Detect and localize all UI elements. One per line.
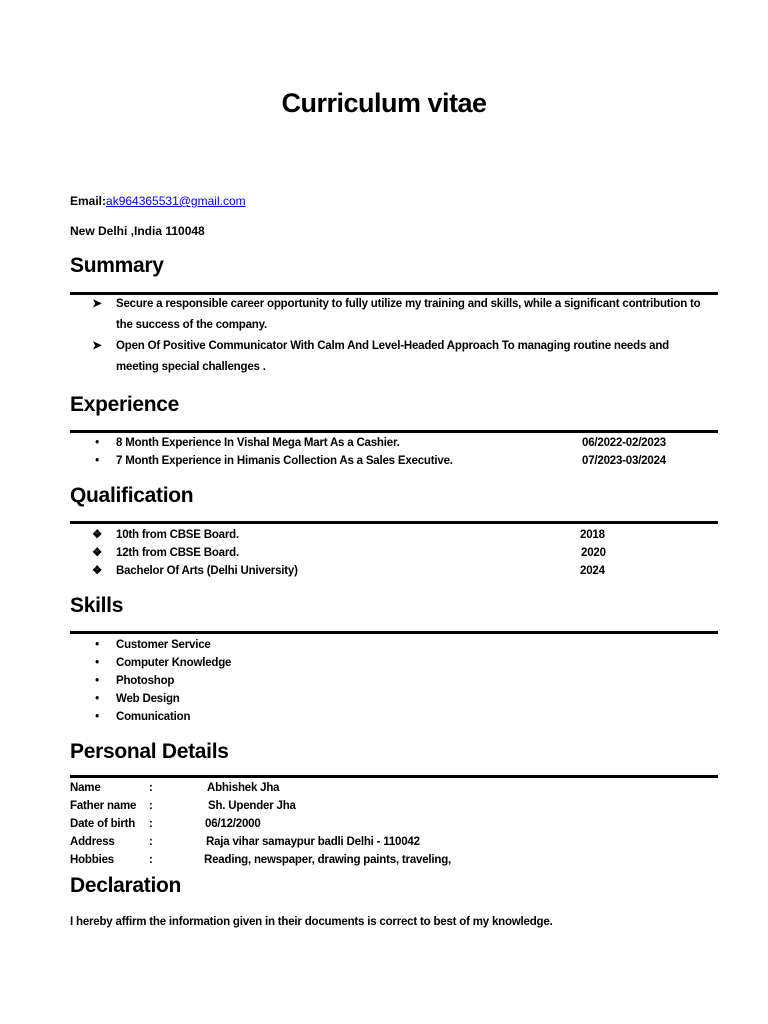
list-item: • Computer Knowledge bbox=[70, 654, 718, 672]
personal-label: Father name bbox=[70, 800, 137, 812]
personal-value: 06/12/2000 bbox=[205, 818, 261, 830]
email-link[interactable]: ak964365531@gmail.com bbox=[106, 194, 246, 208]
arrow-bullet-icon: ➤ bbox=[92, 340, 102, 352]
declaration-heading: Declaration bbox=[70, 874, 182, 897]
dot-bullet-icon: • bbox=[95, 675, 99, 687]
skills-heading: Skills bbox=[70, 594, 124, 617]
personal-label: Date of birth bbox=[70, 818, 136, 830]
list-item: • 7 Month Experience in Himanis Collection As a Sales Executive. 07/2023-03/2024 bbox=[70, 452, 718, 470]
personal-label: Name bbox=[70, 782, 101, 794]
page-title: Curriculum vitae bbox=[281, 88, 487, 118]
declaration-text: I hereby affirm the information given in their documents is correct to best of my knowledge. bbox=[70, 916, 553, 928]
list-item: • 8 Month Experience In Vishal Mega Mart As a Cashier. 06/2022-02/2023 bbox=[70, 434, 718, 452]
dot-bullet-icon: • bbox=[95, 711, 99, 723]
email-line bbox=[70, 194, 246, 208]
list-item: ➤ Open Of Positive Communicator With Calm And Level-Headed Approach To managing routine needs and meeting special challenges . bbox=[70, 336, 718, 378]
personal-value: Raja vihar samaypur badli Delhi - 110042 bbox=[206, 836, 420, 848]
personal-details-divider bbox=[70, 775, 718, 778]
dot-bullet-icon: • bbox=[95, 693, 99, 705]
qualification-year: 2018 bbox=[580, 529, 605, 541]
personal-colon: : bbox=[149, 836, 153, 848]
diamond-bullet-icon: ❖ bbox=[91, 529, 103, 541]
personal-details-heading: Personal Details bbox=[70, 740, 229, 763]
experience-divider bbox=[70, 430, 718, 433]
personal-colon: : bbox=[149, 854, 153, 866]
diamond-bullet-icon: ❖ bbox=[91, 547, 103, 559]
personal-label: Address bbox=[70, 836, 115, 848]
skills-list bbox=[70, 636, 718, 726]
experience-date: 07/2023-03/2024 bbox=[582, 455, 666, 467]
list-item: • Comunication bbox=[70, 708, 718, 726]
dot-bullet-icon: • bbox=[95, 657, 99, 669]
email-label: Email: bbox=[70, 194, 107, 208]
experience-list bbox=[70, 434, 718, 470]
skills-divider bbox=[70, 631, 718, 634]
list-item: • Web Design bbox=[70, 690, 718, 708]
experience-date: 06/2022-02/2023 bbox=[582, 437, 666, 449]
personal-colon: : bbox=[149, 782, 153, 794]
diamond-bullet-icon: ❖ bbox=[91, 565, 103, 577]
location-line: New Delhi ,India 110048 bbox=[70, 224, 205, 238]
dot-bullet-icon: • bbox=[95, 639, 99, 651]
dot-bullet-icon: • bbox=[95, 437, 99, 449]
dot-bullet-icon: • bbox=[95, 455, 99, 467]
personal-value: Reading, newspaper, drawing paints, traveling, bbox=[204, 854, 452, 866]
qualification-divider bbox=[70, 521, 718, 524]
personal-label: Hobbies bbox=[70, 854, 114, 866]
list-item: ❖ 10th from CBSE Board. 2018 bbox=[70, 526, 718, 544]
summary-heading: Summary bbox=[70, 254, 164, 277]
qualification-year: 2020 bbox=[581, 547, 606, 559]
list-item: • Photoshop bbox=[70, 672, 718, 690]
list-item: • Customer Service bbox=[70, 636, 718, 654]
arrow-bullet-icon: ➤ bbox=[92, 298, 102, 310]
list-item: ❖ Bachelor Of Arts (Delhi University) 2024 bbox=[70, 562, 718, 580]
qualification-list bbox=[70, 526, 718, 580]
qualification-heading: Qualification bbox=[70, 484, 194, 507]
personal-value: Sh. Upender Jha bbox=[208, 800, 296, 812]
experience-heading: Experience bbox=[70, 393, 180, 416]
personal-value: Abhishek Jha bbox=[207, 782, 280, 794]
summary-list bbox=[70, 294, 718, 378]
list-item: ❖ 12th from CBSE Board. 2020 bbox=[70, 544, 718, 562]
personal-colon: : bbox=[149, 818, 153, 830]
personal-colon: : bbox=[149, 800, 153, 812]
list-item: ➤ Secure a responsible career opportunity to fully utilize my training and skills, while a significant contribution to the success of the company. bbox=[70, 294, 718, 336]
qualification-year: 2024 bbox=[580, 565, 605, 577]
